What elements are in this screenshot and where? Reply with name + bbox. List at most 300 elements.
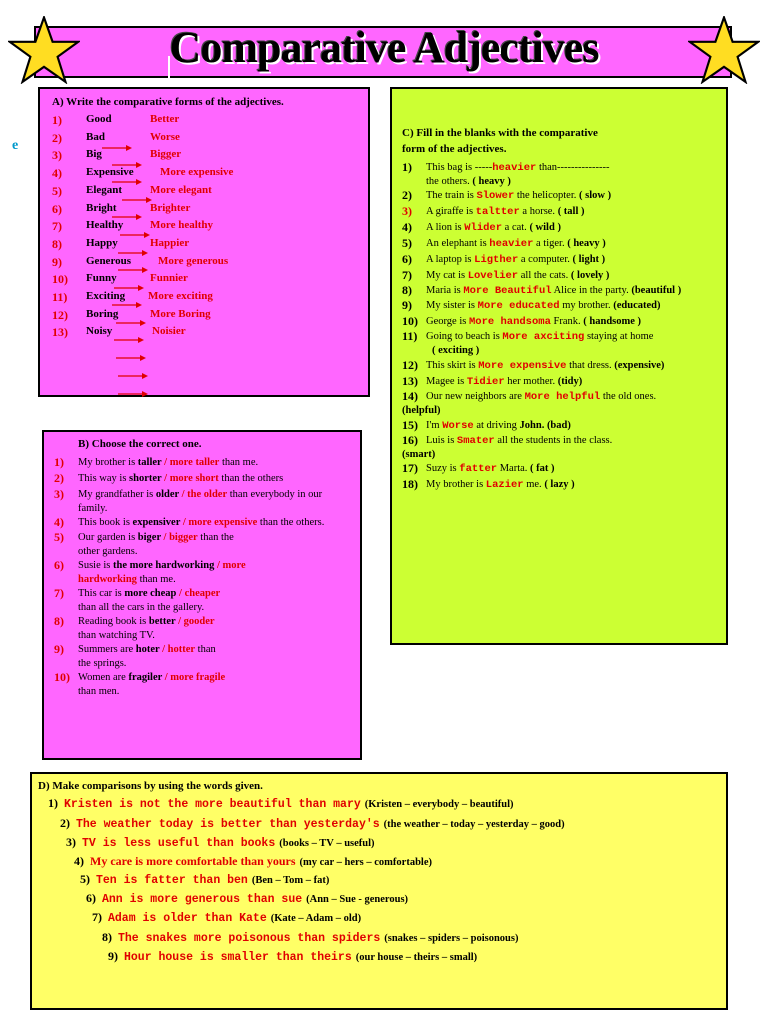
sentence-end: a horse. [519, 206, 558, 217]
section-a-box [38, 87, 370, 397]
question-text: This book is [78, 517, 133, 528]
adjective-hint: ( wild ) [529, 222, 561, 233]
sentence-start: Our new neighbors are [426, 391, 525, 402]
sentence-end: than--------------- [536, 162, 610, 173]
sentence-line-2 [432, 344, 479, 357]
adjective-row [52, 308, 352, 326]
option-two: more [222, 560, 246, 571]
option-two-cont: hardworking [78, 574, 137, 585]
item-number: 3) [402, 204, 412, 218]
adjective-hint: ( fat ) [530, 463, 555, 474]
option-slash: / [162, 672, 171, 683]
sentence-end: that dress. [566, 360, 615, 371]
section-a-heading: A) Write the comparative forms of the adjectives. [52, 96, 284, 108]
answer-text: Wlider [464, 222, 503, 234]
arrow-icon [120, 226, 150, 244]
base-adjective: Good [86, 113, 112, 125]
sentence-start: Magee is [426, 376, 467, 387]
item-number: 1) [54, 455, 64, 469]
adjective-hint: ( exciting ) [432, 345, 480, 356]
comparative-answer: More generous [158, 254, 229, 267]
item-number: 3) [52, 148, 62, 163]
question-text-cont: than watching TV. [78, 630, 155, 641]
sentence-end: the helicopter. [514, 190, 579, 201]
option-two: more taller [169, 457, 220, 468]
sentence-end: Marta. [497, 463, 531, 474]
answer-text: More axciting [502, 331, 585, 343]
comparison-item [48, 796, 514, 811]
adjective-hint: (tidy) [557, 376, 583, 387]
comparison-item [102, 930, 518, 945]
question-item [54, 488, 354, 516]
item-number: 15) [402, 418, 418, 432]
sentence-start: A lion is [426, 222, 465, 233]
item-number: 7) [52, 219, 62, 234]
words-given-hint: (books – TV – useful) [279, 838, 375, 849]
arrow-icon [116, 314, 146, 332]
comparison-answer: Kristen is not the more beautiful than mary [64, 798, 361, 811]
adjective-row [52, 148, 352, 166]
item-number: 7) [402, 268, 412, 282]
question-item [54, 559, 354, 587]
question-line [78, 643, 216, 656]
section-b-box [42, 430, 362, 760]
option-slash: / [160, 532, 170, 543]
adjective-hint: ( lovely ) [570, 270, 610, 281]
adjective-row [52, 255, 352, 273]
arrow-icon [116, 349, 146, 367]
adjective-hint-2: . (bad) [541, 420, 571, 431]
option-one: more cheap [124, 588, 177, 599]
comparative-answer: More expensive [160, 166, 234, 179]
adjective-hint: (helpful) [402, 405, 441, 416]
comparison-item [92, 910, 361, 925]
option-two: cheaper [184, 588, 221, 599]
question-line [78, 516, 324, 529]
adjective-hint: (beautiful ) [631, 285, 682, 296]
answer-text: Smater [456, 435, 495, 447]
question-item [54, 615, 354, 643]
fill-blank-item [402, 330, 722, 358]
question-text: Summers are [78, 644, 136, 655]
stray-character: e [12, 138, 19, 153]
comparative-answer: Bigger [150, 148, 182, 161]
option-one: better [148, 616, 176, 627]
adjective-hint: ( heavy ) [567, 238, 606, 249]
option-two: more expensive [188, 517, 258, 528]
fill-blank-item [402, 161, 722, 189]
base-adjective: Big [86, 148, 102, 161]
sentence-end: at driving [473, 420, 520, 431]
fill-blank-item [402, 478, 722, 506]
answer-text: Ligther [474, 254, 519, 266]
item-number: 18) [402, 477, 418, 491]
question-text: Our garden is [78, 532, 138, 543]
words-given-hint: (our house – theirs – small) [355, 952, 478, 963]
arrow-icon [118, 244, 148, 262]
answer-text: heavier [492, 162, 537, 174]
question-line-2 [78, 545, 137, 558]
item-number: 2) [52, 130, 62, 145]
adjective-hint: ( handsome ) [583, 316, 642, 327]
comparison-answer: Ann is more generous than sue [102, 893, 303, 906]
item-number: 1) [402, 160, 412, 174]
option-one: older [155, 489, 179, 500]
arrow-icon [118, 367, 148, 385]
sentence-end: all the students in the class. [494, 435, 613, 446]
item-number: 1) [52, 113, 62, 127]
question-line-2 [78, 502, 107, 515]
fill-blank-item [402, 390, 722, 418]
option-slash: / [176, 588, 185, 599]
adjective-row [52, 184, 352, 202]
section-d-box [30, 772, 728, 1010]
fill-blank-item [402, 434, 722, 462]
sentence-line [426, 161, 609, 175]
answer-text: Worse [442, 420, 474, 432]
comparison-item [86, 891, 408, 906]
item-number: 16) [402, 433, 418, 447]
question-text-cont: than all the cars in the gallery. [78, 602, 205, 613]
sentence-end: my brother. [559, 300, 614, 311]
comparative-answer: More Boring [150, 307, 211, 320]
answer-text: taltter [475, 206, 520, 218]
arrow-icon [122, 191, 152, 209]
arrow-icon [112, 296, 142, 314]
star-right-icon [688, 16, 760, 84]
comparison-answer: The snakes more poisonous than spiders [118, 932, 381, 945]
question-item [54, 671, 354, 699]
item-number: 6) [86, 891, 96, 905]
base-adjective: Bright [86, 201, 117, 214]
base-adjective: Boring [86, 307, 119, 320]
words-given-hint: (snakes – spiders – poisonous) [384, 933, 519, 944]
comparative-answer: Noisier [152, 325, 186, 338]
section-c-box [390, 87, 728, 645]
sentence-line [426, 359, 664, 373]
comparative-answer: More elegant [150, 183, 212, 196]
answer-text: Lazier [485, 479, 524, 491]
base-adjective: Expensive [86, 166, 134, 179]
item-number: 7) [54, 586, 64, 600]
base-adjective: Elegant [86, 183, 123, 196]
sentence-start: The train is [426, 190, 477, 201]
adjective-row [52, 131, 352, 149]
sentence-start: This skirt is [426, 360, 479, 371]
question-item [54, 643, 354, 671]
adjective-hint: ( slow ) [579, 190, 612, 201]
item-number: 5) [52, 183, 62, 198]
item-number: 13) [52, 325, 68, 340]
comparison-answer: The weather today is better than yesterday's [76, 818, 380, 831]
sentence-start: A giraffe is [426, 206, 476, 217]
item-number: 7) [92, 910, 102, 924]
arrow-icon [114, 279, 144, 297]
sentence-line [426, 434, 612, 448]
item-number: 5) [80, 872, 90, 886]
item-number: 10) [54, 670, 70, 684]
arrow-icon [102, 139, 132, 157]
words-given-hint: (Kate – Adam – old) [270, 913, 362, 924]
sentence-line [426, 390, 656, 404]
section-b-heading: B) Choose the correct one. [78, 438, 202, 450]
option-one: biger [137, 532, 161, 543]
words-given-hint: (Ben – Tom – fat) [251, 875, 330, 886]
sentence-end: all the cats. [518, 270, 571, 281]
question-line-2 [78, 573, 176, 586]
comparison-answer: Ten is fatter than ben [96, 874, 248, 887]
question-line [78, 615, 215, 628]
option-one: taller [137, 457, 162, 468]
question-text-cont: the springs. [78, 658, 127, 669]
adjective-row [52, 272, 352, 290]
sentence-line [426, 375, 582, 389]
base-adjective: Bad [86, 130, 105, 143]
sentence-start: Luis is [426, 435, 457, 446]
item-number: 11) [52, 290, 68, 304]
sentence-line [426, 462, 555, 476]
sentence-start: My cat is [426, 270, 468, 281]
item-number: 1) [48, 796, 58, 810]
sentence-line-2 [426, 175, 511, 188]
item-number: 9) [54, 642, 64, 656]
sentence-cont: the others. [426, 176, 473, 187]
sentence-line [426, 253, 605, 267]
question-line-2 [78, 629, 155, 642]
star-left-icon [8, 16, 80, 84]
option-slash: / [161, 473, 170, 484]
sentence-line [426, 299, 660, 313]
sentence-start: A laptop is [426, 254, 475, 265]
comparative-answer: More exciting [148, 290, 213, 302]
question-text-end: than me. [219, 457, 259, 468]
item-number: 8) [402, 283, 412, 297]
base-adjective: Exciting [86, 290, 126, 302]
sentence-start: Suzy is [426, 463, 460, 474]
sentence-line [426, 478, 575, 492]
adjective-hint: (smart) [402, 449, 436, 460]
option-two: gooder [183, 616, 215, 627]
question-text-cont: than me. [136, 574, 176, 585]
option-one: shorter [129, 473, 162, 484]
option-one: fragiler [128, 672, 163, 683]
words-given-hint: (my car – hers – comfortable) [299, 857, 432, 868]
question-item [54, 587, 354, 615]
sentence-start: My brother is [426, 479, 486, 490]
comparison-answer: Hour house is smaller than theirs [124, 951, 352, 964]
sentence-line [426, 284, 681, 298]
words-given-hint: (the weather – today – yesterday – good) [383, 819, 565, 830]
item-number: 8) [52, 236, 62, 251]
option-slash: / [179, 489, 188, 500]
sentence-start: Maria is [426, 285, 464, 296]
answer-text: fatter [459, 463, 498, 475]
question-text: My brother is [78, 457, 138, 468]
option-two: bigger [169, 532, 198, 543]
question-line [78, 587, 220, 600]
question-text-end: than everybody in our [227, 489, 323, 500]
question-line-2 [78, 657, 126, 670]
question-text: Reading book is [78, 616, 149, 627]
adjective-row [52, 237, 352, 255]
question-text-cont: family. [78, 503, 108, 514]
question-text-end: than the others [218, 473, 284, 484]
adjective-row [52, 166, 352, 184]
option-two: the older [187, 489, 228, 500]
question-line-2 [78, 685, 119, 698]
question-line [78, 531, 234, 544]
answer-text: Lovelier [467, 270, 519, 282]
item-number: 12) [52, 307, 68, 322]
item-number: 2) [60, 816, 70, 830]
comparative-answer: Funnier [150, 272, 188, 285]
comparison-item [108, 949, 477, 964]
base-adjective: Noisy [86, 325, 113, 338]
answer-text: More educated [477, 300, 560, 312]
item-number: 12) [402, 358, 418, 372]
item-number: 6) [52, 201, 62, 216]
question-text-cont: other gardens. [78, 546, 138, 557]
item-number: 6) [54, 558, 64, 572]
comparison-answer: TV is less useful than books [82, 837, 276, 850]
adjective-hint: ( tall ) [557, 206, 585, 217]
base-adjective: Generous [86, 254, 132, 267]
sentence-end: a cat. [502, 222, 530, 233]
question-text-end: than the others. [257, 517, 325, 528]
arrow-icon [118, 385, 148, 403]
sentence-start: George is [426, 316, 469, 327]
comparison-item [74, 854, 432, 869]
item-number: 6) [402, 252, 412, 266]
comparative-answer: Better [150, 113, 180, 125]
question-line [78, 488, 322, 501]
sentence-start: An elephant is [426, 238, 490, 249]
sentence-line [426, 330, 653, 344]
item-number: 3) [54, 487, 64, 501]
question-text: This way is [78, 473, 130, 484]
comparison-item [60, 816, 565, 831]
comparative-answer: Worse [150, 130, 180, 143]
item-number: 4) [74, 854, 84, 868]
base-adjective: Happy [86, 236, 118, 249]
base-adjective: Funny [86, 272, 117, 285]
question-line [78, 472, 283, 485]
sentence-end: staying at home [584, 331, 654, 342]
item-number: 10) [52, 272, 68, 287]
sentence-line [426, 315, 641, 329]
adjective-row [52, 290, 352, 308]
sentence-line-2 [402, 404, 441, 417]
option-slash: / [175, 616, 184, 627]
answer-text: More handsoma [468, 316, 551, 328]
question-text: This car is [78, 588, 125, 599]
option-slash: / [180, 517, 189, 528]
adjective-hint: (educated) [613, 300, 661, 311]
question-line [78, 671, 225, 684]
item-number: 4) [402, 220, 412, 234]
sentence-start: My sister is [426, 300, 478, 311]
option-one: expensiver [132, 517, 181, 528]
base-adjective: Healthy [86, 219, 124, 232]
sentence-end: a computer. [518, 254, 573, 265]
answer-text: More helpful [524, 391, 601, 403]
arrow-icon [118, 261, 148, 279]
item-number: 2) [54, 471, 64, 485]
comparison-item [66, 835, 375, 850]
item-number: 8) [54, 614, 64, 628]
adjective-hint: ( light ) [572, 254, 606, 265]
adjective-hint: ( heavy ) [472, 176, 511, 187]
question-text: Susie is [78, 560, 114, 571]
adjective-hint: ( lazy ) [544, 479, 575, 490]
item-number: 8) [102, 930, 112, 944]
item-number: 11) [402, 329, 418, 343]
adjective-row [52, 113, 352, 131]
sentence-end: me. [523, 479, 545, 490]
sentence-end: the old ones. [600, 391, 657, 402]
question-line-2 [78, 601, 204, 614]
sentence-end: her mother. [504, 376, 558, 387]
answer-text: Slower [476, 190, 515, 202]
sentence-start: Going to beach is [426, 331, 503, 342]
sentence-start: I'm [426, 420, 443, 431]
arrow-icon [112, 173, 142, 191]
arrow-icon [114, 331, 144, 349]
item-number: 10) [402, 314, 418, 328]
item-number: 9) [402, 298, 412, 312]
comparison-answer: Adam is older than Kate [108, 912, 267, 925]
comparative-answer: Happier [150, 236, 190, 249]
item-number: 4) [52, 166, 62, 181]
item-number: 3) [66, 835, 76, 849]
adjective-hint: John [519, 420, 542, 431]
arrow-icon [112, 208, 142, 226]
option-one: the more hardworking [113, 560, 215, 571]
item-number: 5) [54, 530, 64, 544]
question-text-end: than [195, 644, 216, 655]
adjective-hint: (expensive) [614, 360, 665, 371]
option-two: more fragile [170, 672, 226, 683]
option-slash: / [161, 457, 170, 468]
divider-line [168, 56, 170, 90]
item-number: 14) [402, 389, 418, 403]
comparative-answer: Brighter [150, 201, 191, 214]
comparative-answer: More healthy [150, 219, 214, 232]
item-number: 9) [52, 254, 62, 269]
sentence-end: Alice in the party. [551, 285, 632, 296]
adjective-row [52, 325, 352, 343]
question-text: My grandfather is [78, 489, 156, 500]
section-c-heading-2: form of the adjectives. [402, 143, 507, 155]
answer-text: heavier [489, 238, 534, 250]
question-line [78, 456, 258, 469]
answer-text: Tidier [466, 376, 505, 388]
answer-text: More Beautiful [463, 285, 552, 297]
adjective-row [52, 202, 352, 220]
section-d-heading: D) Make comparisons by using the words given. [38, 780, 263, 792]
sentence-start: This bag is ----- [426, 162, 493, 173]
question-text: Women are [78, 672, 129, 683]
sentence-line [426, 205, 585, 219]
option-slash: / [159, 644, 168, 655]
words-given-hint: (Ann – Sue - generous) [306, 894, 409, 905]
adjective-row [52, 219, 352, 237]
item-number: 2) [402, 188, 412, 202]
question-line [78, 559, 246, 572]
arrow-icon [112, 156, 142, 174]
item-number: 5) [402, 236, 412, 250]
section-c-heading-1: C) Fill in the blanks with the comparative [402, 127, 598, 139]
